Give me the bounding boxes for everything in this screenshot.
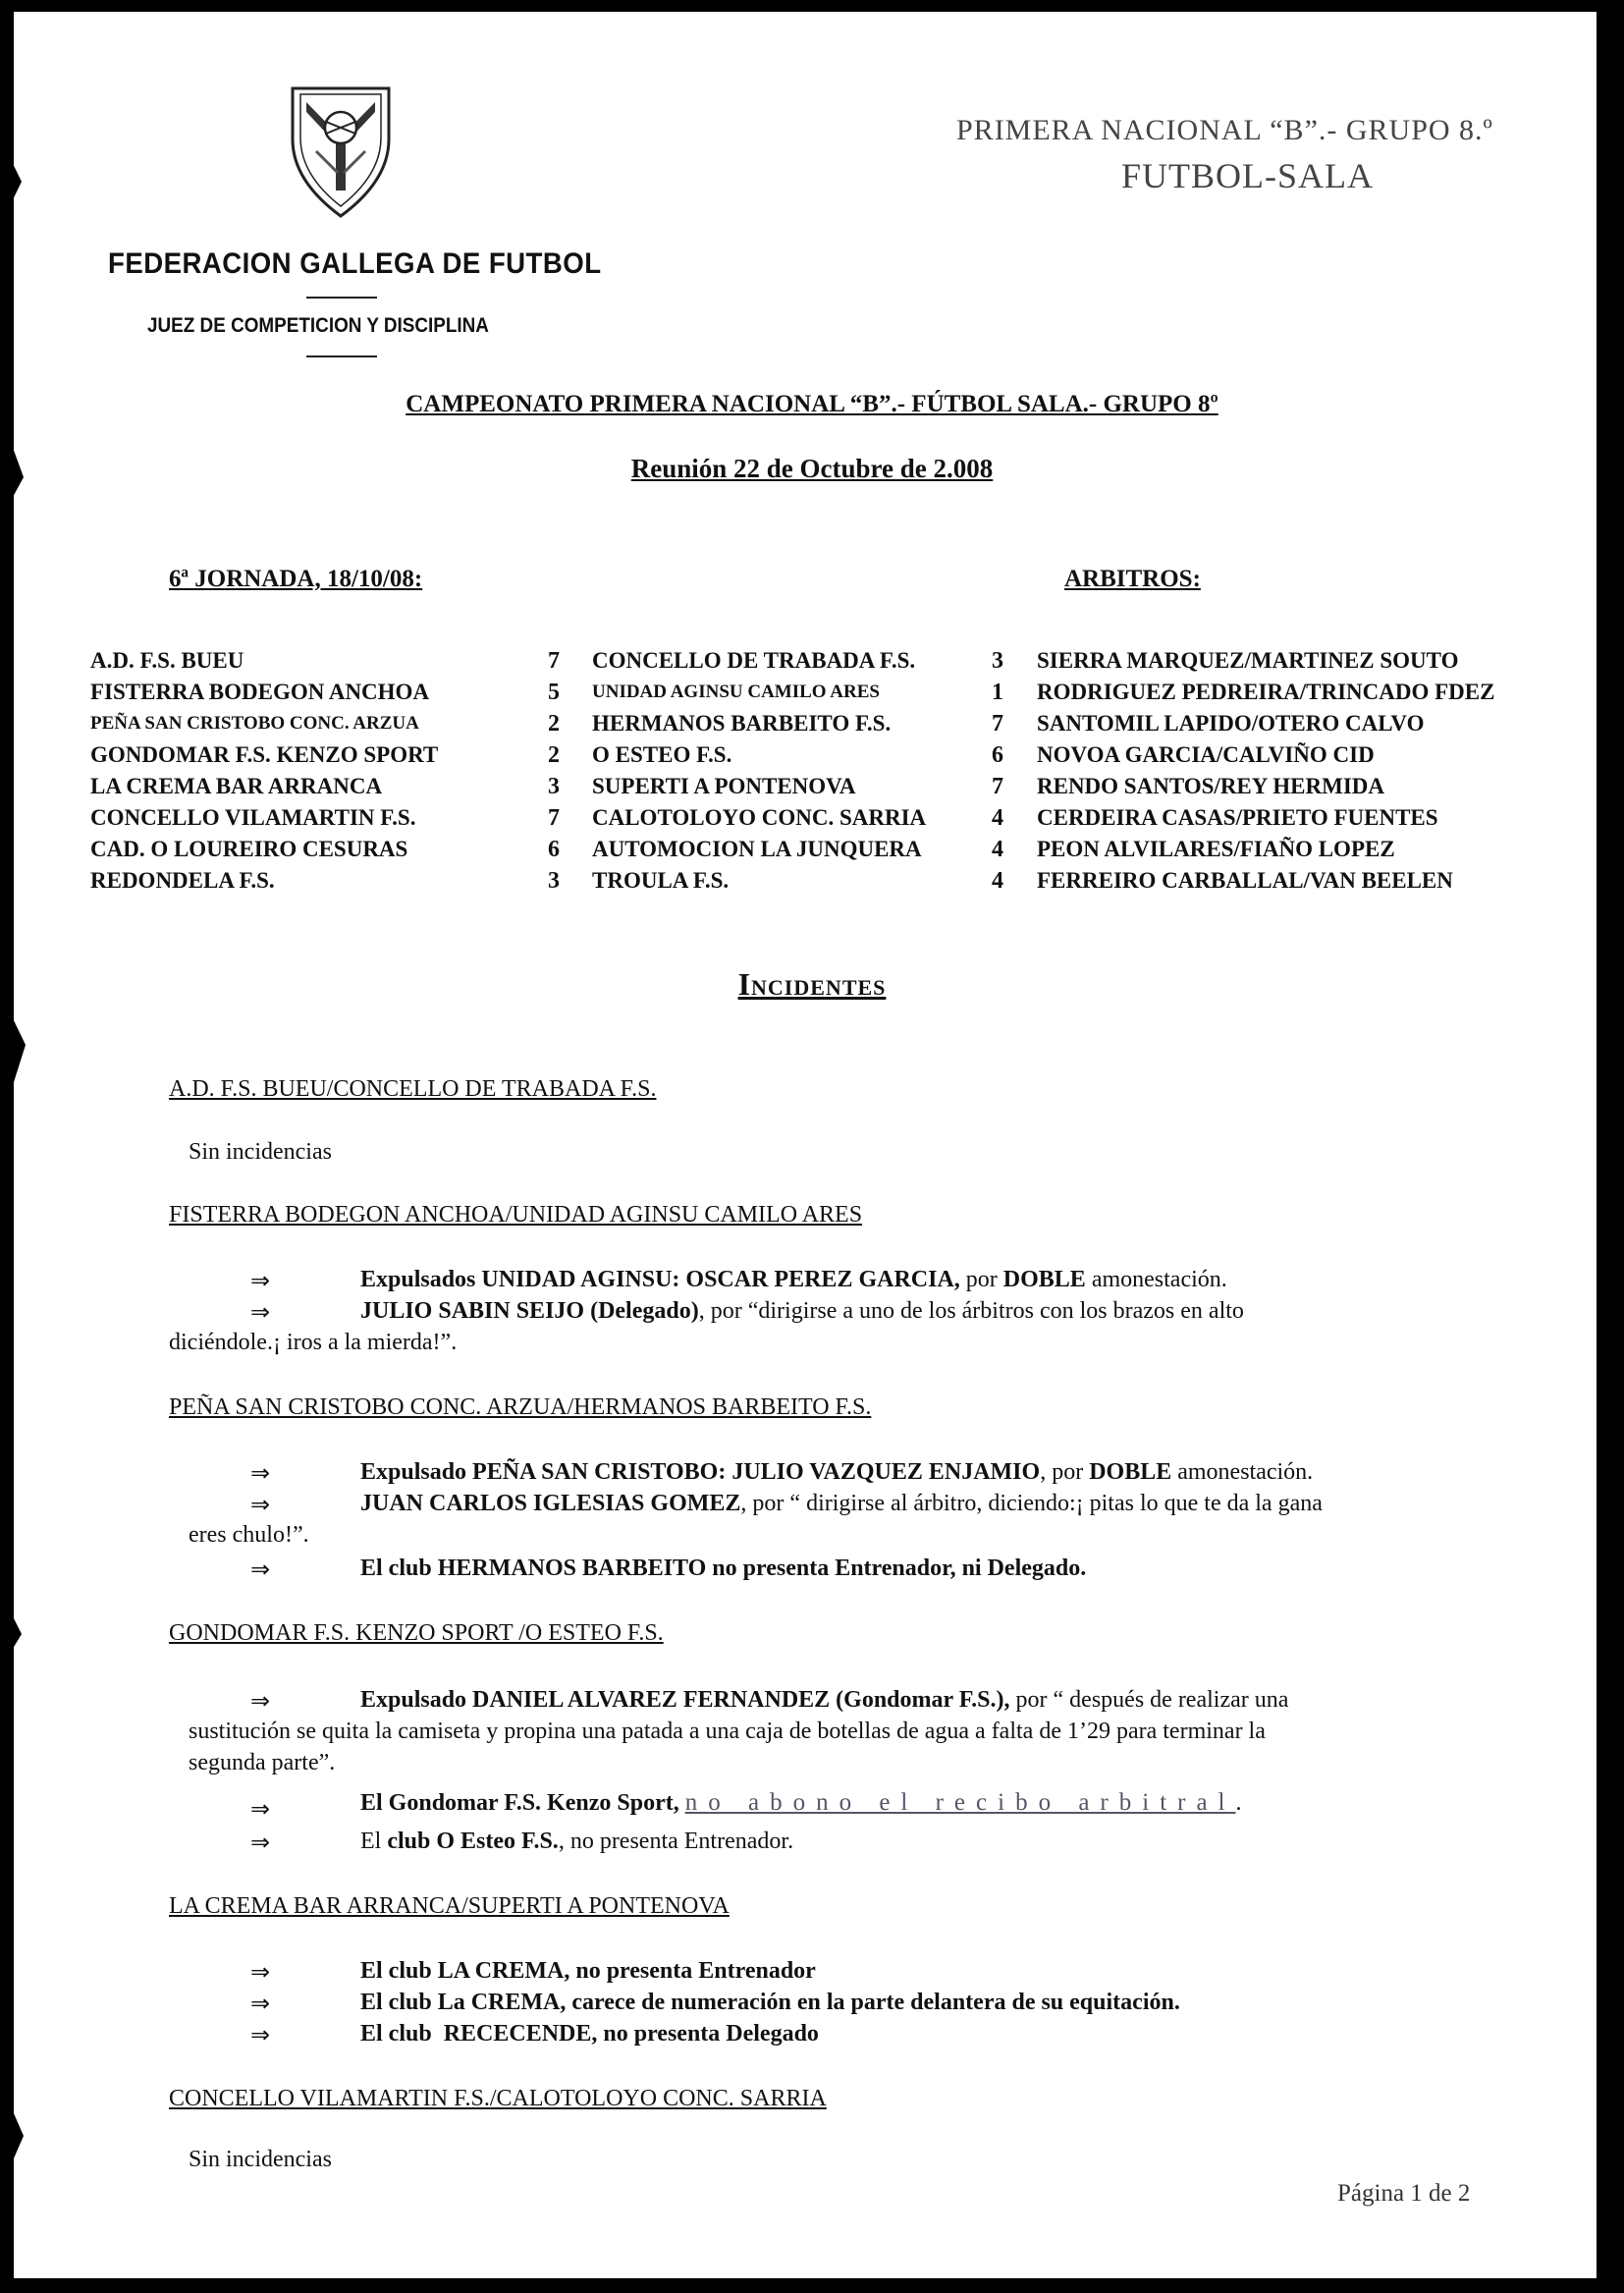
case-heading: LA CREMA BAR ARRANCA/SUPERTI A PONTENOVA [169,1893,730,1919]
arrow-icon: ⇒ [250,1491,271,1518]
home-score: 2 [548,742,560,768]
case-note: Sin incidencias [189,1139,332,1165]
incident-item: Expulsado DANIEL ALVAREZ FERNANDEZ (Gondomar F.S.), por “ después de realizar una [360,1687,1289,1713]
incident-continuation: eres chulo!”. [189,1522,309,1548]
referees: PEON ALVILARES/FIAÑO LOPEZ [1037,837,1395,861]
away-score: 7 [992,711,1003,737]
referees: SANTOMIL LAPIDO/OTERO CALVO [1037,711,1425,736]
incident-item: JUAN CARLOS IGLESIAS GOMEZ, por “ dirigirse al árbitro, diciendo:¡ pitas lo que te da la gana [360,1491,1323,1516]
incident-item: El Gondomar F.S. Kenzo Sport, no abono el recibo arbitral. [360,1789,1242,1816]
incident-item: El club HERMANOS BARBEITO no presenta Entrenador, ni Delegado. [360,1556,1087,1581]
incident-item: El club RECECENDE, no presenta Delegado [360,2021,819,2047]
case-note: Sin incidencias [189,2147,332,2172]
away-score: 4 [992,805,1003,831]
typed-stamp: no abono el recibo arbitral [684,1789,1236,1816]
league-line-1: PRIMERA NACIONAL “B”.- GRUPO 8.º [956,114,1493,146]
incident-item: Expulsados UNIDAD AGINSU: OSCAR PEREZ GARCIA, por DOBLE amonestación. [360,1267,1227,1292]
arrow-icon: ⇒ [250,1829,271,1856]
home-team: FISTERRA BODEGON ANCHOA [90,680,430,704]
referees: SIERRA MARQUEZ/MARTINEZ SOUTO [1037,648,1459,673]
away-score: 4 [992,868,1003,894]
divider [306,297,377,299]
arrow-icon: ⇒ [250,1267,271,1294]
home-team: GONDOMAR F.S. KENZO SPORT [90,742,439,767]
incident-item: El club LA CREMA, no presenta Entrenador [360,1958,816,1984]
arrow-icon: ⇒ [250,1795,271,1823]
incident-item: El club La CREMA, carece de numeración en la parte delantera de su equitación. [360,1990,1180,2015]
referees: RENDO SANTOS/REY HERMIDA [1037,774,1384,798]
round-heading: 6ª JORNADA, 18/10/08: [169,566,423,592]
away-team: CALOTOLOYO CONC. SARRIA [592,805,927,830]
home-team: CAD. O LOUREIRO CESURAS [90,837,408,861]
page-number: Página 1 de 2 [1337,2180,1471,2207]
home-team: REDONDELA F.S. [90,868,275,893]
incident-item: Expulsado PEÑA SAN CRISTOBO: JULIO VAZQUEZ ENJAMIO, por DOBLE amonestación. [360,1459,1314,1485]
arrow-icon: ⇒ [250,2021,271,2048]
referees-heading: ARBITROS: [1064,566,1201,592]
away-team: TROULA F.S. [592,868,730,893]
arrow-icon: ⇒ [250,1298,271,1326]
away-team: SUPERTI A PONTENOVA [592,774,856,798]
case-heading: CONCELLO VILAMARTIN F.S./CALOTOLOYO CONC. SARRIA [169,2086,827,2111]
away-team: UNIDAD AGINSU CAMILO ARES [592,682,880,702]
away-score: 1 [992,680,1003,705]
incident-item: JULIO SABIN SEIJO (Delegado), por “dirigirse a uno de los árbitros con los brazos en alto [360,1298,1244,1324]
away-team: O ESTEO F.S. [592,742,732,767]
incident-item: El club O Esteo F.S., no presenta Entrenador. [360,1829,794,1854]
home-score: 3 [548,774,560,799]
home-score: 2 [548,711,560,737]
home-score: 7 [548,648,560,674]
incident-continuation: diciéndole.¡ iros a la mierda!”. [169,1330,458,1355]
home-team: LA CREMA BAR ARRANCA [90,774,383,798]
league-line-2: FUTBOL-SALA [1121,156,1375,195]
home-team: PEÑA SAN CRISTOBO CONC. ARZUA [90,713,419,734]
federation-name: FEDERACION GALLEGA DE FUTBOL [108,247,602,280]
incident-continuation: segunda parte”. [189,1750,336,1775]
away-score: 6 [992,742,1003,768]
away-score: 3 [992,648,1003,674]
referees: RODRIGUEZ PEDREIRA/TRINCADO FDEZ [1037,680,1495,704]
away-team: CONCELLO DE TRABADA F.S. [592,648,916,673]
home-team: CONCELLO VILAMARTIN F.S. [90,805,416,830]
case-heading: PEÑA SAN CRISTOBO CONC. ARZUA/HERMANOS BARBEITO F.S. [169,1394,872,1420]
arrow-icon: ⇒ [250,1687,271,1715]
home-score: 6 [548,837,560,862]
federation-logo [287,82,395,220]
away-score: 7 [992,774,1003,799]
arrow-icon: ⇒ [250,1990,271,2017]
away-score: 4 [992,837,1003,862]
referees: CERDEIRA CASAS/PRIETO FUENTES [1037,805,1438,830]
meeting-date: Reunión 22 de Octubre de 2.008 [630,454,994,483]
incident-continuation: sustitución se quita la camiseta y propina una patada a una caja de botellas de agua a falta de 1’29 para terminar la [189,1719,1266,1744]
competition-body: JUEZ DE COMPETICION Y DISCIPLINA [147,314,489,337]
arrow-icon: ⇒ [250,1556,271,1583]
document-title: CAMPEONATO PRIMERA NACIONAL “B”.- FÚTBOL SALA.- GRUPO 8º [406,391,1218,417]
incidents-title: Incidentes [737,966,887,1002]
case-heading: GONDOMAR F.S. KENZO SPORT /O ESTEO F.S. [169,1620,664,1646]
referees: NOVOA GARCIA/CALVIÑO CID [1037,742,1375,767]
arrow-icon: ⇒ [250,1958,271,1986]
referees: FERREIRO CARBALLAL/VAN BEELEN [1037,868,1453,893]
home-team: A.D. F.S. BUEU [90,648,244,673]
case-heading: FISTERRA BODEGON ANCHOA/UNIDAD AGINSU CAMILO ARES [169,1202,863,1228]
home-score: 5 [548,680,560,705]
home-score: 7 [548,805,560,831]
away-team: AUTOMOCION LA JUNQUERA [592,837,922,861]
home-score: 3 [548,868,560,894]
case-heading: A.D. F.S. BUEU/CONCELLO DE TRABADA F.S. [169,1076,657,1102]
away-team: HERMANOS BARBEITO F.S. [592,711,892,736]
divider [306,355,377,357]
arrow-icon: ⇒ [250,1459,271,1487]
